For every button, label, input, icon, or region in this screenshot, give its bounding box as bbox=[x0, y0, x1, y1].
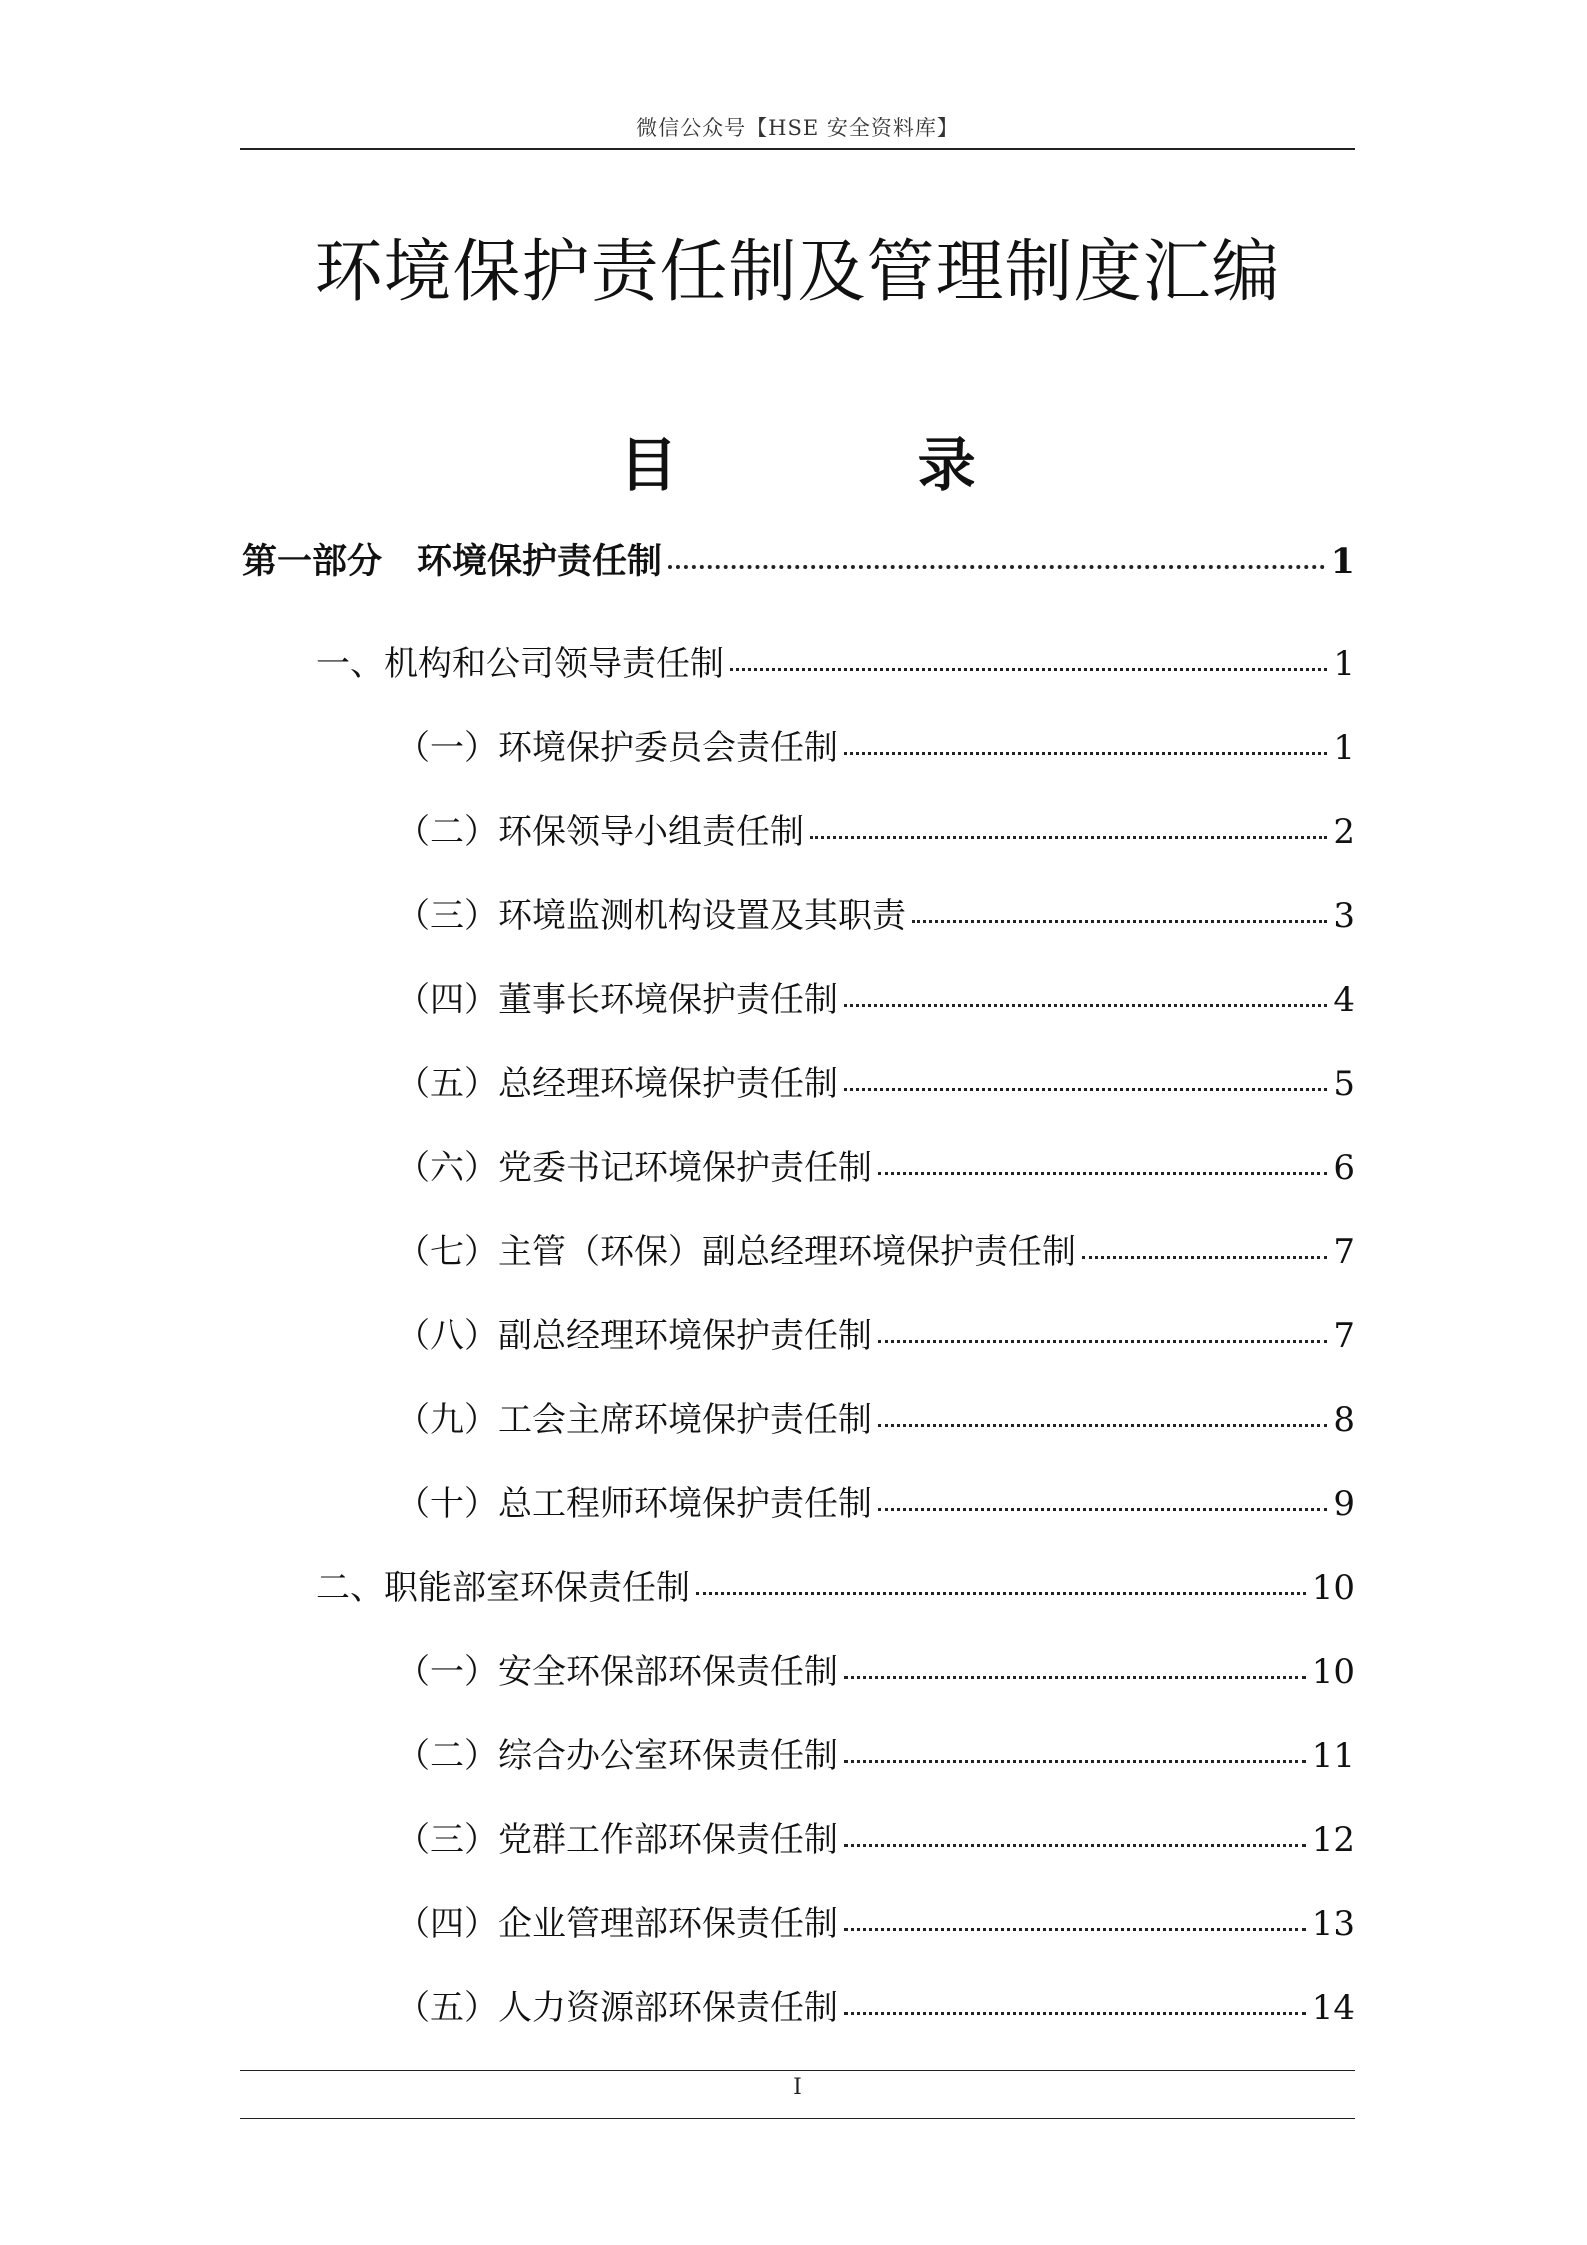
toc-dot-leader bbox=[844, 1928, 1306, 1931]
toc-entry-label: （十）总工程师环境保护责任制 bbox=[396, 1484, 872, 1524]
toc-entry[interactable] bbox=[396, 1224, 1355, 1274]
toc-entry[interactable] bbox=[396, 1308, 1355, 1358]
toc-entry[interactable] bbox=[396, 720, 1355, 770]
header-text: 微信公众号【HSE 安全资料库】 bbox=[636, 116, 959, 140]
toc-dot-leader bbox=[878, 1508, 1327, 1511]
toc-entry-label: （七）主管（环保）副总经理环境保护责任制 bbox=[396, 1232, 1076, 1272]
toc-dot-leader bbox=[844, 1676, 1306, 1679]
toc-entry-label: （三）党群工作部环保责任制 bbox=[396, 1820, 838, 1860]
toc-entry[interactable] bbox=[396, 972, 1355, 1022]
toc-entry-label: （二）综合办公室环保责任制 bbox=[396, 1736, 838, 1776]
toc-entry-label: （五）人力资源部环保责任制 bbox=[396, 1988, 838, 2028]
toc-dot-leader bbox=[844, 752, 1327, 755]
toc-entry[interactable] bbox=[396, 1812, 1355, 1862]
toc-dot-leader bbox=[844, 1088, 1327, 1091]
toc-entry-label: （一）安全环保部环保责任制 bbox=[396, 1652, 838, 1692]
toc-entry[interactable] bbox=[316, 636, 1355, 686]
toc-entry-label: （三）环境监测机构设置及其职责 bbox=[396, 896, 906, 936]
toc-entry[interactable] bbox=[396, 804, 1355, 854]
toc-entry-page-number: 4 bbox=[1333, 980, 1355, 1020]
toc-entry-page-number: 13 bbox=[1311, 1904, 1355, 1944]
toc-entry[interactable] bbox=[396, 1896, 1355, 1946]
header-rule bbox=[240, 148, 1355, 150]
toc-dot-leader bbox=[844, 1760, 1306, 1763]
toc-entry-page-number: 5 bbox=[1333, 1064, 1355, 1104]
toc-entry-label: （四）董事长环境保护责任制 bbox=[396, 980, 838, 1020]
toc-dot-leader bbox=[810, 836, 1327, 839]
toc-entry-page-number: 1 bbox=[1333, 728, 1355, 768]
toc-entry-label: 一、机构和公司领导责任制 bbox=[316, 644, 724, 684]
toc-dot-leader bbox=[844, 1004, 1327, 1007]
toc-entry[interactable] bbox=[242, 534, 1355, 584]
toc-entry[interactable] bbox=[396, 1728, 1355, 1778]
toc-entry-label: 二、职能部室环保责任制 bbox=[316, 1568, 690, 1608]
toc-dot-leader bbox=[878, 1424, 1327, 1427]
toc-entry[interactable] bbox=[396, 1392, 1355, 1442]
toc-entry[interactable] bbox=[396, 1980, 1355, 2030]
toc-entry-label: （四）企业管理部环保责任制 bbox=[396, 1904, 838, 1944]
toc-entry-page-number: 1 bbox=[1333, 644, 1355, 684]
toc-entry[interactable] bbox=[316, 1560, 1355, 1610]
toc-entry[interactable] bbox=[396, 888, 1355, 938]
page-number: I bbox=[793, 2075, 802, 2100]
toc-entry[interactable] bbox=[396, 1056, 1355, 1106]
toc-entry[interactable] bbox=[396, 1476, 1355, 1526]
toc-entry[interactable] bbox=[396, 1140, 1355, 1190]
toc-dot-leader bbox=[844, 2012, 1306, 2015]
toc-entry-page-number: 10 bbox=[1311, 1652, 1355, 1692]
toc-entry-page-number: 2 bbox=[1333, 812, 1355, 852]
toc-entry-page-number: 8 bbox=[1333, 1400, 1355, 1440]
toc-entry-page-number: 7 bbox=[1333, 1316, 1355, 1356]
toc-dot-leader bbox=[696, 1592, 1306, 1595]
document-title: 环境保护责任制及管理制度汇编 bbox=[314, 233, 1281, 312]
toc-entry-label: （二）环保领导小组责任制 bbox=[396, 812, 804, 852]
toc-entry-page-number: 6 bbox=[1333, 1148, 1355, 1188]
toc-entry-page-number: 9 bbox=[1333, 1484, 1355, 1524]
footer-bottom-rule bbox=[240, 2118, 1355, 2119]
toc-dot-leader bbox=[730, 668, 1327, 671]
toc-heading: 目 录 bbox=[619, 431, 976, 499]
toc-entry-page-number: 1 bbox=[1330, 541, 1355, 582]
toc-entry-label: 第一部分 环境保护责任制 bbox=[242, 541, 663, 582]
toc-entry-label: （五）总经理环境保护责任制 bbox=[396, 1064, 838, 1104]
toc-entry-label: （九）工会主席环境保护责任制 bbox=[396, 1400, 872, 1440]
toc-dot-leader bbox=[878, 1340, 1327, 1343]
toc-entry-label: （八）副总经理环境保护责任制 bbox=[396, 1316, 872, 1356]
toc-entry-label: （六）党委书记环境保护责任制 bbox=[396, 1148, 872, 1188]
toc-entry[interactable] bbox=[396, 1644, 1355, 1694]
toc-entry-page-number: 7 bbox=[1333, 1232, 1355, 1272]
toc-entry-page-number: 3 bbox=[1333, 896, 1355, 936]
toc-entry-page-number: 10 bbox=[1311, 1568, 1355, 1608]
toc-dot-leader bbox=[912, 920, 1327, 923]
toc-dot-leader bbox=[844, 1844, 1306, 1847]
toc-entry-page-number: 12 bbox=[1311, 1820, 1355, 1860]
toc-dot-leader bbox=[1082, 1256, 1327, 1259]
footer-top-rule bbox=[240, 2070, 1355, 2071]
toc-dot-leader bbox=[878, 1172, 1327, 1175]
toc-entry-page-number: 14 bbox=[1311, 1988, 1355, 2028]
toc-entry-label: （一）环境保护委员会责任制 bbox=[396, 728, 838, 768]
toc-dot-leader bbox=[668, 565, 1325, 569]
toc-entry-page-number: 11 bbox=[1311, 1736, 1355, 1776]
